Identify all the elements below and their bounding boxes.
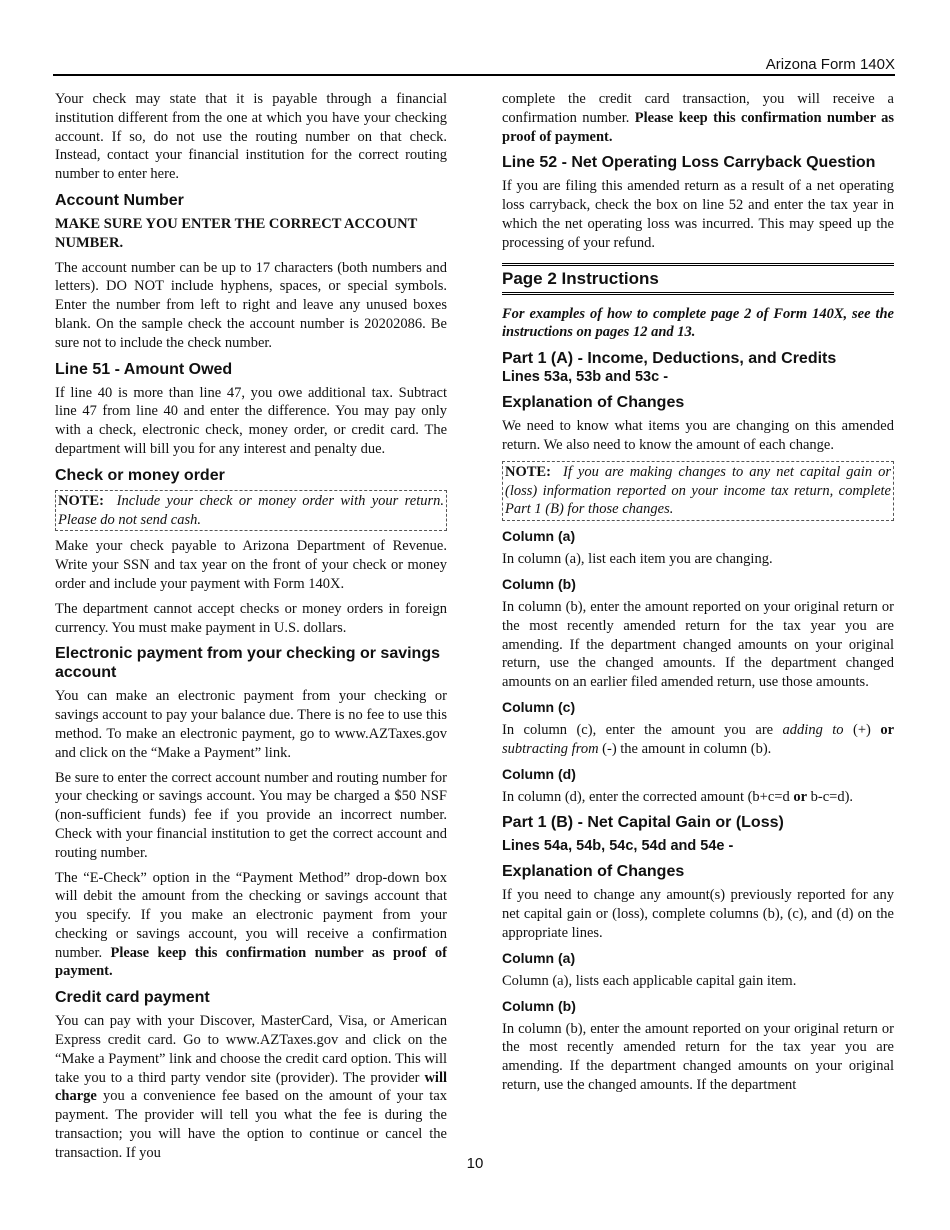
echeck-text: The “E-Check” option in the “Payment Method” drop-down box will debit the amount from the checking or savings account that you specify. If you make an electronic payment from your checking or savings account, you will receive a confirmation number. [55,869,447,961]
left-column [55,90,447,1169]
column-b-heading-2: Column (b) [502,997,576,1014]
account-number-warning: MAKE SURE YOU ENTER THE CORRECT ACCOUNT NUMBER. [55,215,418,251]
account-number-heading: Account Number [55,191,184,209]
note-label: NOTE: [505,463,551,480]
line52-heading: Line 52 - Net Operating Loss Carryback Question [502,154,876,172]
column-a-heading: Column (a) [502,528,576,545]
page2-heading-box [502,263,894,295]
examples-paragraph: For examples of how to complete page 2 of Form 140X, see the instructions on pages 12 and 13. [502,305,894,341]
account-number-paragraph: The account number can be up to 17 characters (both numbers and letters). DO NOT include hyphens, spaces, or special symbols. Enter the number from left to right and leave any unused boxes blank. On the sample check the account number is 20202086. Be sure not to include the check number. [55,259,447,351]
credit-card-text-b: you a convenience fee based on the amount of your tax payment. The provider will tell you what the fee is during the transaction; you will have the option to continue or cancel the transaction. If you [55,1088,447,1161]
payable-paragraph: Make your check payable to Arizona Department of Revenue. Write your SSN and tax year on the front of your check or money order and include your payment with Form 140X. [55,538,447,592]
explanation-changes-heading-2: Explanation of Changes [502,863,685,881]
credit-card-heading: Credit card payment [55,989,210,1007]
column-d-heading: Column (d) [502,765,576,782]
line51-heading: Line 51 - Amount Owed [55,360,233,378]
column-d-text-1: In column (d), enter the corrected amount (b+c=d [502,788,794,805]
lines54-heading: Lines 54a, 54b, 54c, 54d and 54e - [502,838,734,855]
credit-card-text-a: You can pay with your Discover, MasterCard, Visa, or American Express credit card. Go to www.AZTaxes.gov and click on the “Make a Payment” link and choose the credit card option. This will take you to a third party vendor site (provider). The provider [55,1013,447,1086]
column-c-text-3: (-) the amount in column (b). [598,740,772,757]
column-d-paragraph [502,788,894,807]
continued-text: complete the credit card transaction, you will receive a confirmation number. [502,91,894,126]
capital-gain-note-box [502,461,894,521]
column-c-or: or [880,721,894,738]
column-b-heading: Column (b) [502,575,576,592]
column-a-heading-2: Column (a) [502,949,576,966]
echeck-paragraph [55,869,447,982]
column-c-adding-to: adding to [782,721,844,738]
routing-paragraph: Your check may state that it is payable through a financial institution different from the one at which you have your checking account. If so, do not use the routing number on that check. Instead, contact your financial institution for the correct routing number to enter here. [55,91,447,183]
explanation-changes-paragraph-1: We need to know what items you are changing on this amended return. We also need to know the amount of each change. [502,418,894,453]
check-note-box [55,490,447,532]
form-title: Arizona Form 140X [765,56,895,73]
right-column [502,90,894,1101]
note-text: If you are making changes to any net capital gain or (loss) information reported on your income tax return, complete Part 1 (B) for those changes. [505,463,892,518]
foreign-currency-paragraph: The department cannot accept checks or money orders in foreign currency. You must make payment in U.S. dollars. [55,600,447,636]
echeck-keep-confirmation: Please keep this confirmation number as proof of payment. [55,944,447,980]
electronic-payment-paragraph: You can make an electronic payment from your checking or savings account to pay your balance due. There is no fee to use this method. To make an electronic payment, go to www.AZTaxes.gov and click on the “Make a Payment” link. [55,688,447,761]
part1a-heading: Part 1 (A) - Income, Deductions, and Credits [502,350,837,368]
column-d-text-2: b-c=d). [807,788,854,805]
column-c-paragraph [502,721,894,759]
part1b-heading: Part 1 (B) - Net Capital Gain or (Loss) [502,814,784,832]
note-label: NOTE: [58,492,104,509]
check-money-order-heading: Check or money order [55,466,225,484]
credit-card-paragraph [55,1012,447,1162]
column-a-paragraph-2: Column (a), lists each applicable capital gain item. [502,972,797,989]
line51-paragraph: If line 40 is more than line 47, you owe additional tax. Subtract line 47 from line 40 and enter the difference. You may pay only with a check, electronic check, money order, or credit card. The department will bill you for any interest and penalty due. [55,384,447,457]
column-a-paragraph: In column (a), list each item you are changing. [502,551,773,568]
page-number: 10 [466,1155,484,1172]
line52-paragraph: If you are filing this amended return as a result of a net operating loss carryback, check the box on line 52 and enter the tax year in which the net operating loss was incurred. This may speed up the processing of your refund. [502,178,894,251]
column-c-heading: Column (c) [502,698,576,715]
electronic-payment-heading: Electronic payment from your checking or savings account [55,645,440,682]
column-c-text-2: (+) [843,721,881,738]
continued-keep-confirmation: Please keep this confirmation number as proof of payment. [502,109,895,145]
explanation-changes-heading-1: Explanation of Changes [502,394,685,412]
lines53-heading: Lines 53a, 53b and 53c - [502,369,669,386]
column-c-subtracting-from: subtracting from [502,740,599,757]
page2-heading: Page 2 Instructions [502,268,659,288]
column-d-or: or [793,788,808,805]
continued-paragraph [502,90,894,146]
note-text: Include your check or money order with your return. Please do not send cash. [58,492,444,528]
credit-card-will-charge: will charge [55,1069,447,1105]
header-rule [53,74,895,76]
column-c-text-1: In column (c), enter the amount you are [502,721,783,738]
column-b-paragraph: In column (b), enter the amount reported on your original return or the most recently amended return for the tax year you are amending. If the department changed amounts on your original return, use the changed amounts. If the department changed amounts on an earlier filed amended return, use those amounts. [502,598,894,691]
explanation-changes-paragraph-2: If you need to change any amount(s) previously reported for any net capital gain or (loss), complete columns (b), (c), and (d) on the appropriate lines. [502,887,894,941]
column-b-paragraph-2: In column (b), enter the amount reported on your original return or the most recently amended return for the tax year you are amending. If the department changed amounts on your original return, use the changed amounts. If the department [502,1020,894,1093]
be-sure-paragraph: Be sure to enter the correct account number and routing number for your checking or savings account. You may be charged a $50 NSF (non-sufficient funds) fee if you provide an incorrect number. Check with your financial institution to get the correct account and routing number. [55,769,447,861]
